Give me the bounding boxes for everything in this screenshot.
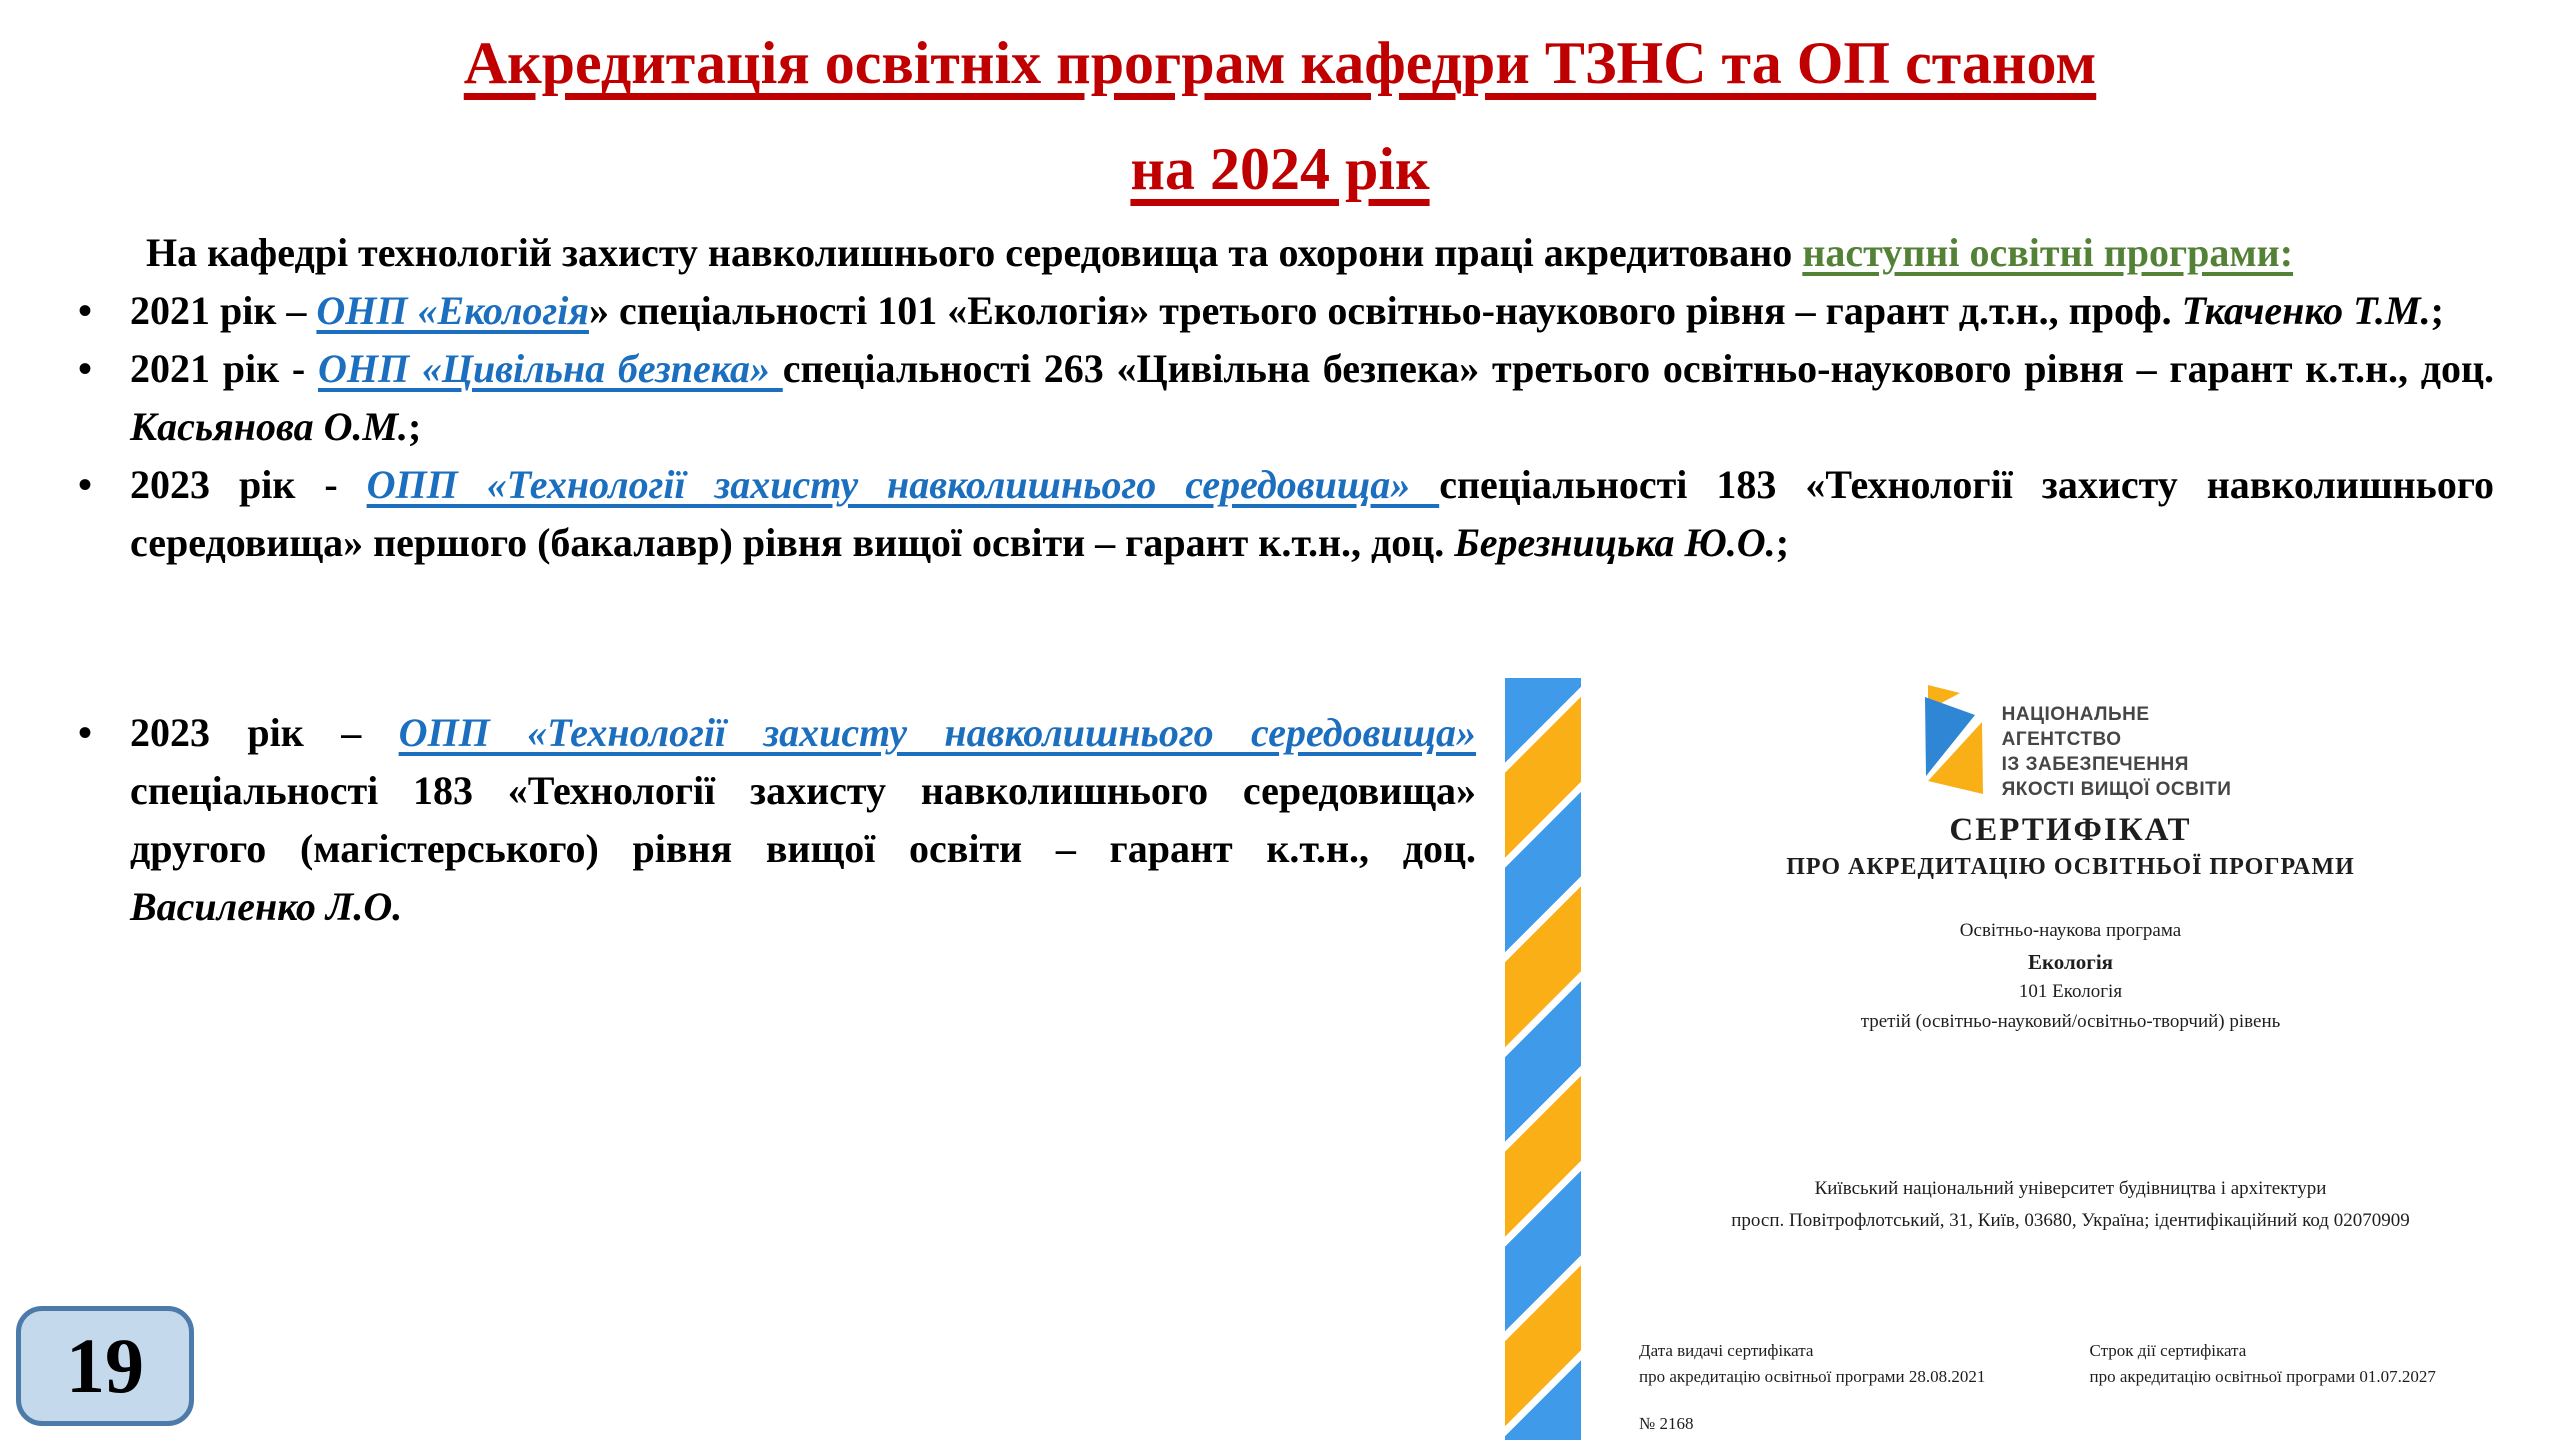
program-list-continued — [66, 704, 1476, 936]
blue-yellow-ribbon — [1505, 678, 1581, 1440]
validity-date-text: про акредитацію освітньої програми 01.07.2027 — [2089, 1367, 2436, 1386]
bullet-marker: • — [78, 346, 93, 391]
validity-date-block — [2090, 1338, 2541, 1390]
guarantor-name: Ткаченко Т.М. — [2181, 288, 2431, 333]
slide-title-line2: на 2024 рік — [1130, 136, 1430, 202]
bullet-middle: спеціальності 263 «Цивільна безпека» третього освітньо-наукового рівня – гарант к.т.н., доц. — [782, 346, 2495, 391]
specialty-code: 101 Екологія — [2018, 981, 2123, 1002]
issue-date-text: про акредитацію освітньої програми 28.08.2021 — [1639, 1367, 1986, 1386]
program-type: Освітньо-наукова програма — [1959, 920, 2182, 941]
page-number-badge — [16, 1306, 194, 1426]
education-level: третій (освітньо-науковий/освітньо-творчий) рівень — [1860, 1011, 2281, 1032]
university-address: просп. Повітрофлотський, 31, Київ, 03680, Україна; ідентифікаційний код 02070909 — [1731, 1210, 2410, 1231]
bullet-marker: • — [78, 710, 93, 755]
bullet-middle: спеціальності 183 «Технології захисту навколишнього середовища» першого (бакалавр) рівня вищої освіти – гарант к.т.н., доц. — [130, 462, 2494, 565]
list-item-2023-bachelor — [66, 456, 2494, 572]
issue-date-block — [1639, 1338, 2090, 1390]
program-link-civil-safety[interactable]: ОНП «Цивільна безпека» — [317, 346, 783, 391]
bullet-suffix: ; — [1775, 520, 1790, 565]
certificate-title: СЕРТИФІКАТ — [1949, 812, 2192, 848]
validity-date-label: Строк дії сертифіката — [2089, 1341, 2247, 1360]
bullet-suffix: ; — [408, 404, 422, 449]
certificate-dates — [1639, 1338, 2540, 1390]
accreditation-certificate — [1505, 678, 2560, 1440]
body-text-block — [66, 224, 2494, 572]
agency-name-line: ЯКОСТІ ВИЩОЇ ОСВІТИ — [2001, 779, 2232, 800]
bullet-marker: • — [78, 288, 93, 333]
agency-logo-block — [1581, 684, 2560, 802]
guarantor-name: Березницька Ю.О. — [1454, 520, 1776, 565]
program-link-env-bachelor[interactable]: ОПП «Технології захисту навколишнього середовища» — [366, 462, 1440, 507]
list-item-2023-master — [66, 704, 1476, 936]
bullet-marker: • — [78, 462, 93, 507]
program-name: Екологія — [2027, 950, 2114, 974]
certificate-content — [1581, 678, 2560, 1440]
certificate-subtitle: ПРО АКРЕДИТАЦІЮ ОСВІТНЬОЇ ПРОГРАМИ — [1786, 854, 2355, 880]
agency-name-line: НАЦІОНАЛЬНЕ — [2001, 704, 2150, 725]
agency-name-line: АГЕНТСТВО — [2001, 729, 2122, 750]
body-text-block-narrow — [66, 704, 1476, 936]
bullet-middle: » спеціальності 101 «Екологія» третього освітньо-наукового рівня – гарант д.т.н., проф. — [588, 288, 2182, 333]
bullet-middle: спеціальності 183 «Технології захисту навколишнього середовища» другого (магістерського) рівня вищої освіти – гарант к.т.н., доц. — [130, 768, 1476, 871]
agency-logo-icon — [1910, 684, 1990, 799]
university-name: Київський національний університет будівництва і архітектури — [1814, 1178, 2327, 1199]
bullet-prefix: 2023 рік - — [130, 462, 367, 507]
bullet-prefix: 2021 рік – — [130, 288, 317, 333]
certificate-number: № 2168 — [1639, 1414, 1694, 1433]
intro-highlight: наступні освітні програми: — [1802, 230, 2294, 275]
intro-paragraph — [66, 224, 2494, 282]
guarantor-name: Касьянова О.М. — [130, 404, 409, 449]
slide-title — [0, 10, 2560, 222]
intro-text: На кафедрі технологій захисту навколишнього середовища та охорони праці акредитовано — [146, 230, 1803, 275]
program-link-env-master[interactable]: ОПП «Технології захисту навколишнього середовища» — [398, 710, 1477, 755]
program-link-ecology[interactable]: ОНП «Екологія — [316, 288, 589, 333]
page-number: 19 — [66, 1322, 144, 1409]
bullet-prefix: 2021 рік - — [130, 346, 318, 391]
slide-title-line1: Акредитація освітніх програм кафедри ТЗНС та ОП станом — [463, 30, 2097, 96]
agency-name-line: ІЗ ЗАБЕЗПЕЧЕННЯ — [2001, 754, 2189, 775]
bullet-suffix: ; — [2430, 288, 2444, 333]
agency-name — [2002, 684, 2232, 802]
list-item-2021-ecology — [66, 282, 2494, 340]
guarantor-name: Василенко Л.О. — [130, 884, 403, 929]
program-list — [66, 282, 2494, 572]
list-item-2021-civil-safety — [66, 340, 2494, 456]
bullet-prefix: 2023 рік – — [130, 710, 399, 755]
issue-date-label: Дата видачі сертифіката — [1639, 1341, 1814, 1360]
